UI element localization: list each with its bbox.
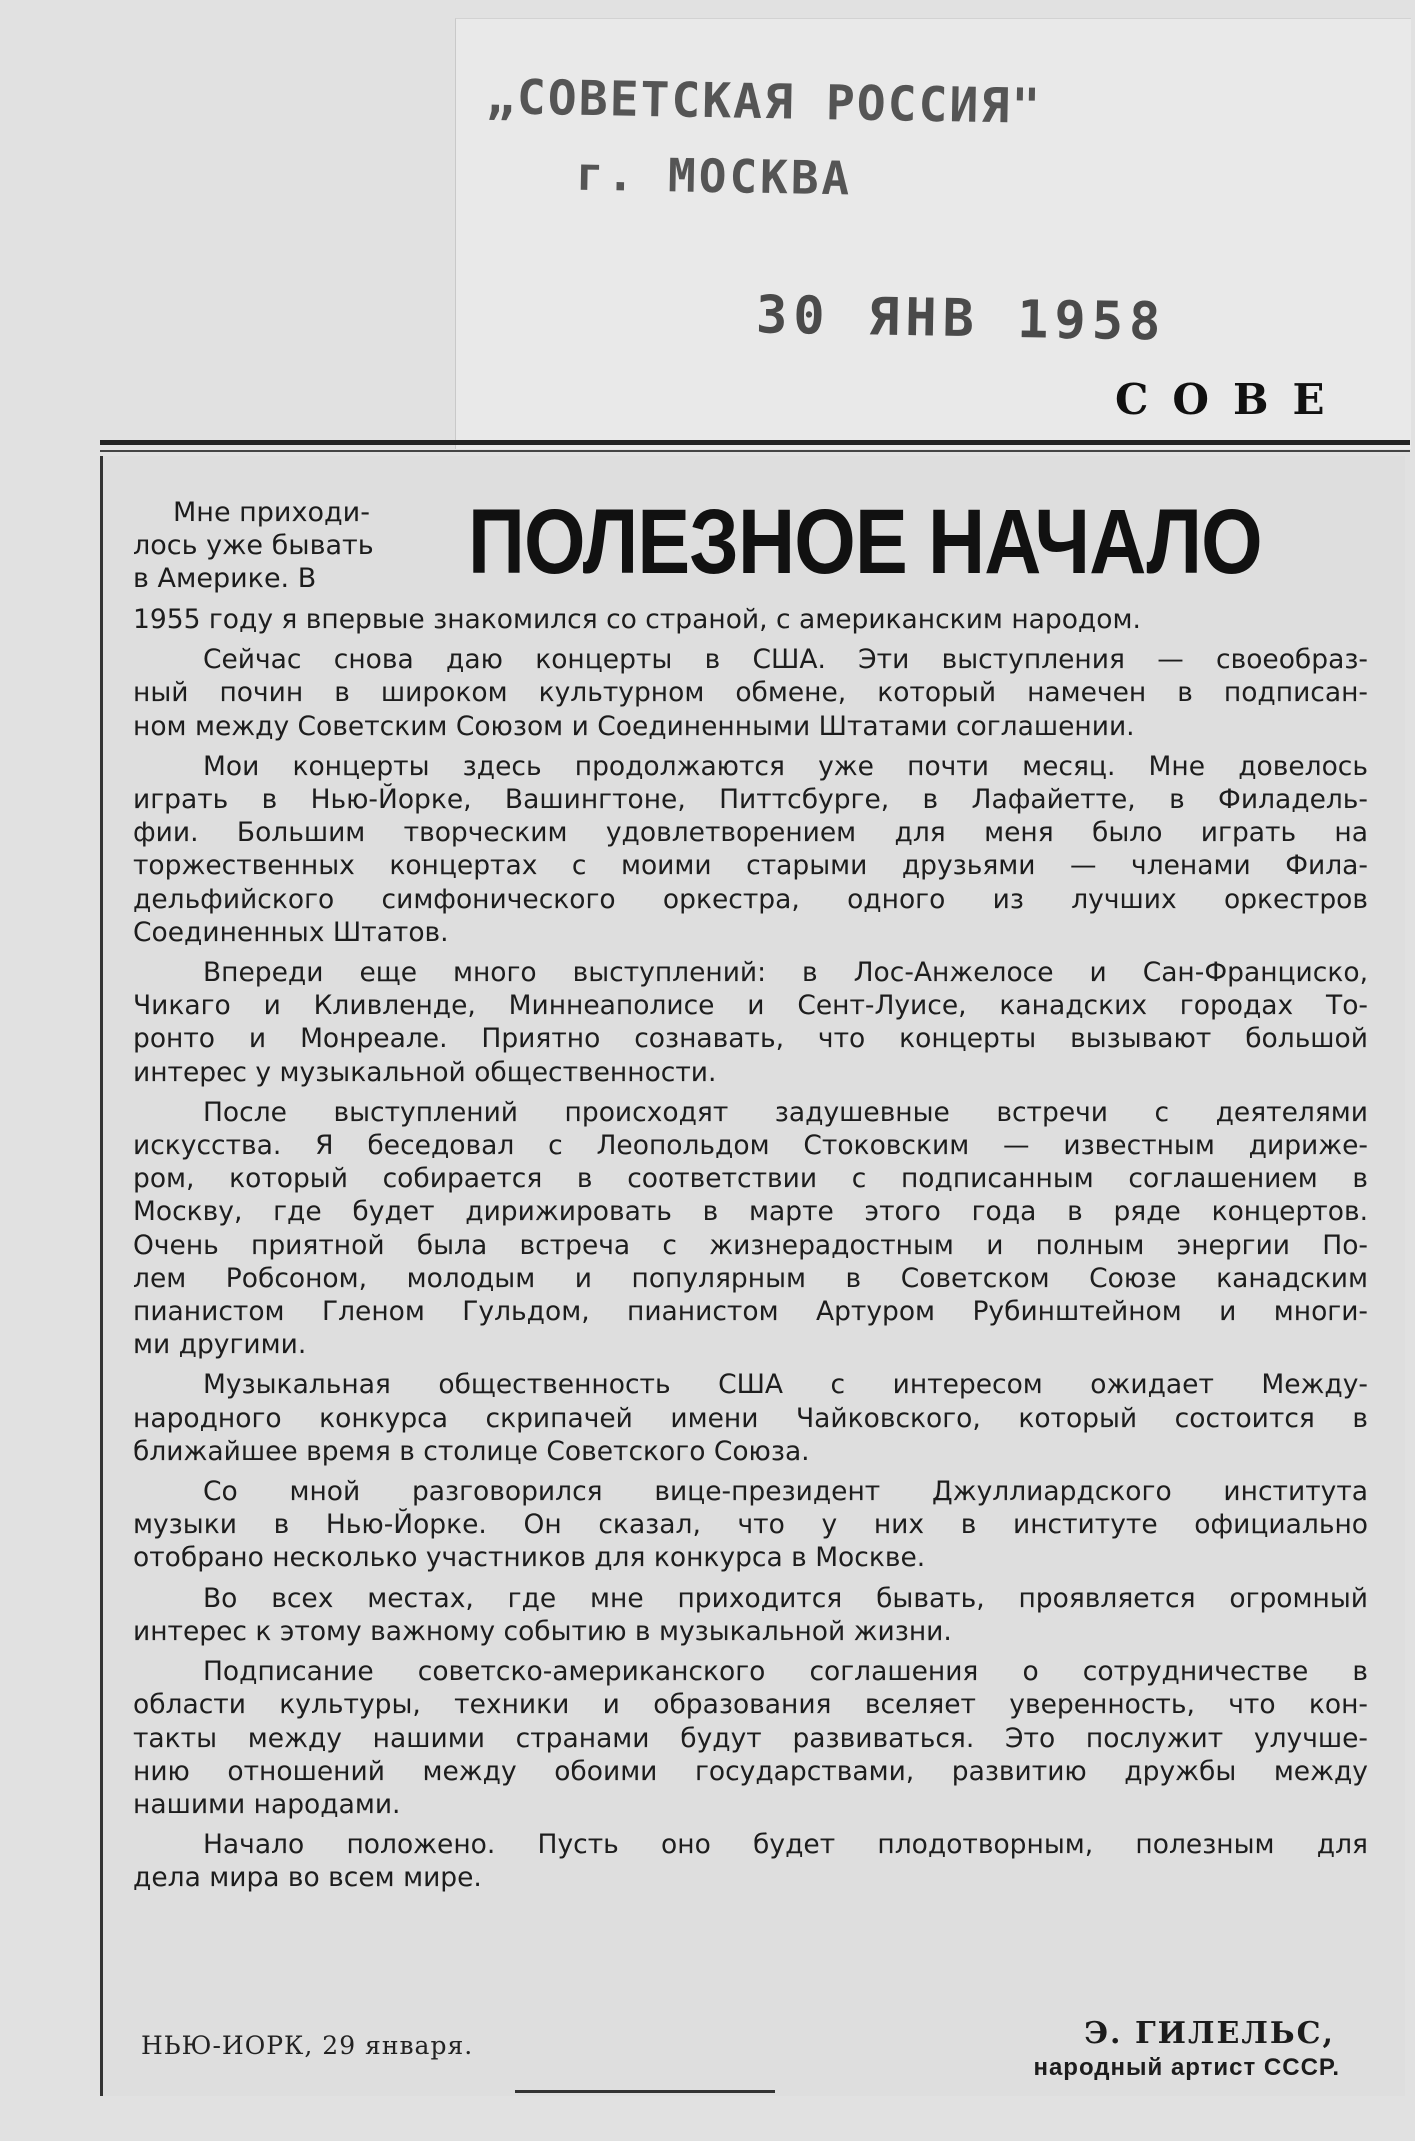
article-line: музыки в Нью-Йорке. Он сказал, что у них в институте официально (133, 1509, 1368, 1541)
article-paragraph (133, 1096, 1368, 1362)
article-paragraph (133, 1655, 1368, 1821)
lead-line: в Америке. В (133, 563, 317, 594)
lead-line: Мне приходи- (173, 497, 370, 528)
article-headline: ПОЛЕЗНОЕ НАЧАЛО (468, 491, 1262, 593)
article-line: Сейчас снова даю концерты в США. Эти выступления — своеобраз- (203, 644, 1368, 676)
lead-text (133, 496, 433, 595)
article-line: интерес у музыкальной общественности. (133, 1056, 717, 1088)
article-line: ром, который собирается в соответствии с подписанным соглашением в (133, 1163, 1368, 1195)
author-signature: Э. ГИЛЕЛЬС, (1084, 2016, 1335, 2051)
article-line: пианистом Гленом Гульдом, пианистом Артуром Рубинштейном и многи- (133, 1296, 1368, 1328)
article-line: интерес к этому важному событию в музыкальной жизни. (133, 1615, 952, 1647)
article-paragraph (133, 750, 1368, 949)
article-line: области культуры, техники и образования вселяет уверенность, что кон- (133, 1689, 1368, 1721)
article-line: Начало положено. Пусть оно будет плодотворным, полезным для (203, 1829, 1368, 1861)
article-line: Соединенных Штатов. (133, 916, 449, 948)
lead-line: лось уже бывать (133, 530, 374, 561)
article-line: такты между нашими странами будут развиваться. Это послужит улучше- (133, 1722, 1368, 1754)
newspaper-masthead-fragment: СОВЕ (1115, 375, 1349, 424)
article-line: ный почин в широком культурном обмене, который намечен в подписан- (133, 677, 1368, 709)
article-line: дела мира во всем мире. (133, 1862, 482, 1894)
article-line: Москву, где будет дирижировать в марте этого года в ряде концертов. (133, 1196, 1368, 1228)
article-line: Чикаго и Кливленде, Миннеаполисе и Сент-Луисе, канадских городах То- (133, 990, 1368, 1022)
article-line: отобрано несколько участников для конкурса в Москве. (133, 1542, 926, 1574)
article-paragraph (133, 603, 1368, 636)
article-line: ближайшее время в столице Советского Союза. (133, 1435, 810, 1467)
article-paragraph (133, 643, 1368, 743)
article-line: Во всех местах, где мне приходится бывать, проявляется огромный (203, 1582, 1368, 1614)
article-paragraph (133, 1828, 1368, 1894)
article-line: Очень приятной была встреча с жизнерадостным и полным энергии По- (133, 1229, 1368, 1261)
article-paragraph (133, 956, 1368, 1089)
article-line: торжественных концертах с моими старыми друзьями — членами Фила- (133, 850, 1368, 882)
article-line: играть в Нью-Йорке, Вашингтоне, Питтсбурге, в Лафайетте, в Филадель- (133, 784, 1368, 816)
article-body (133, 603, 1368, 1902)
dateline: НЬЮ-ИОРК, 29 января. (141, 2031, 474, 2060)
masthead-rule-thin (100, 450, 1410, 452)
masthead-rule-thick (100, 440, 1410, 445)
article-line: Впереди еще много выступлений: в Лос-Анжелосе и Сан-Франциско, (203, 957, 1368, 989)
article-line: Мои концерты здесь продолжаются уже почти месяц. Мне довелось (203, 750, 1368, 782)
article-line: Подписание советско-американского соглашения о сотрудничестве в (203, 1656, 1368, 1688)
article-line: фии. Большим творческим удовлетворением для меня было играть на (133, 817, 1368, 849)
article-line: ронто и Монреале. Приятно сознавать, что концерты вызывают большой (133, 1023, 1368, 1055)
article-line: Со мной разговорился вице-президент Джуллиардского института (203, 1476, 1368, 1508)
article-paragraph (133, 1582, 1368, 1648)
newspaper-name-stamp: „СОВЕТСКАЯ РОССИЯ" (485, 69, 1043, 135)
article-paragraph (133, 1475, 1368, 1575)
article-line: искусства. Я беседовал с Леопольдом Стоковским — известным дириже- (133, 1130, 1368, 1162)
article-line: нию отношений между обоими государствами, развитию дружбы между (133, 1755, 1368, 1787)
article-line: После выступлений происходят задушевные встречи с деятелями (203, 1096, 1368, 1128)
article-line: нашими народами. (133, 1788, 401, 1820)
article-line: народного конкурса скрипачей имени Чайковского, который состоится в (133, 1402, 1368, 1434)
article-line: 1955 году я впервые знакомился со страной, с американским народом. (133, 604, 1141, 635)
city-stamp: г. МОСКВА (575, 146, 853, 206)
article-line: ми другими. (133, 1329, 307, 1361)
date-stamp: 30 ЯНВ 1958 (755, 285, 1167, 353)
article-line: лем Робсоном, молодым и популярным в Советском Союзе канадским (133, 1262, 1368, 1294)
article-paragraph (133, 1368, 1368, 1468)
article-line: дельфийского симфонического оркестра, одного из лучших оркестров (133, 883, 1368, 915)
article-line: Музыкальная общественность США с интересом ожидает Между- (203, 1369, 1368, 1401)
author-title: народный артист СССР. (1033, 2054, 1340, 2081)
article-clipping (100, 456, 1405, 2096)
closing-rule (515, 2090, 775, 2093)
article-line: ном между Советским Союзом и Соединенными Штатами соглашении. (133, 710, 1135, 742)
